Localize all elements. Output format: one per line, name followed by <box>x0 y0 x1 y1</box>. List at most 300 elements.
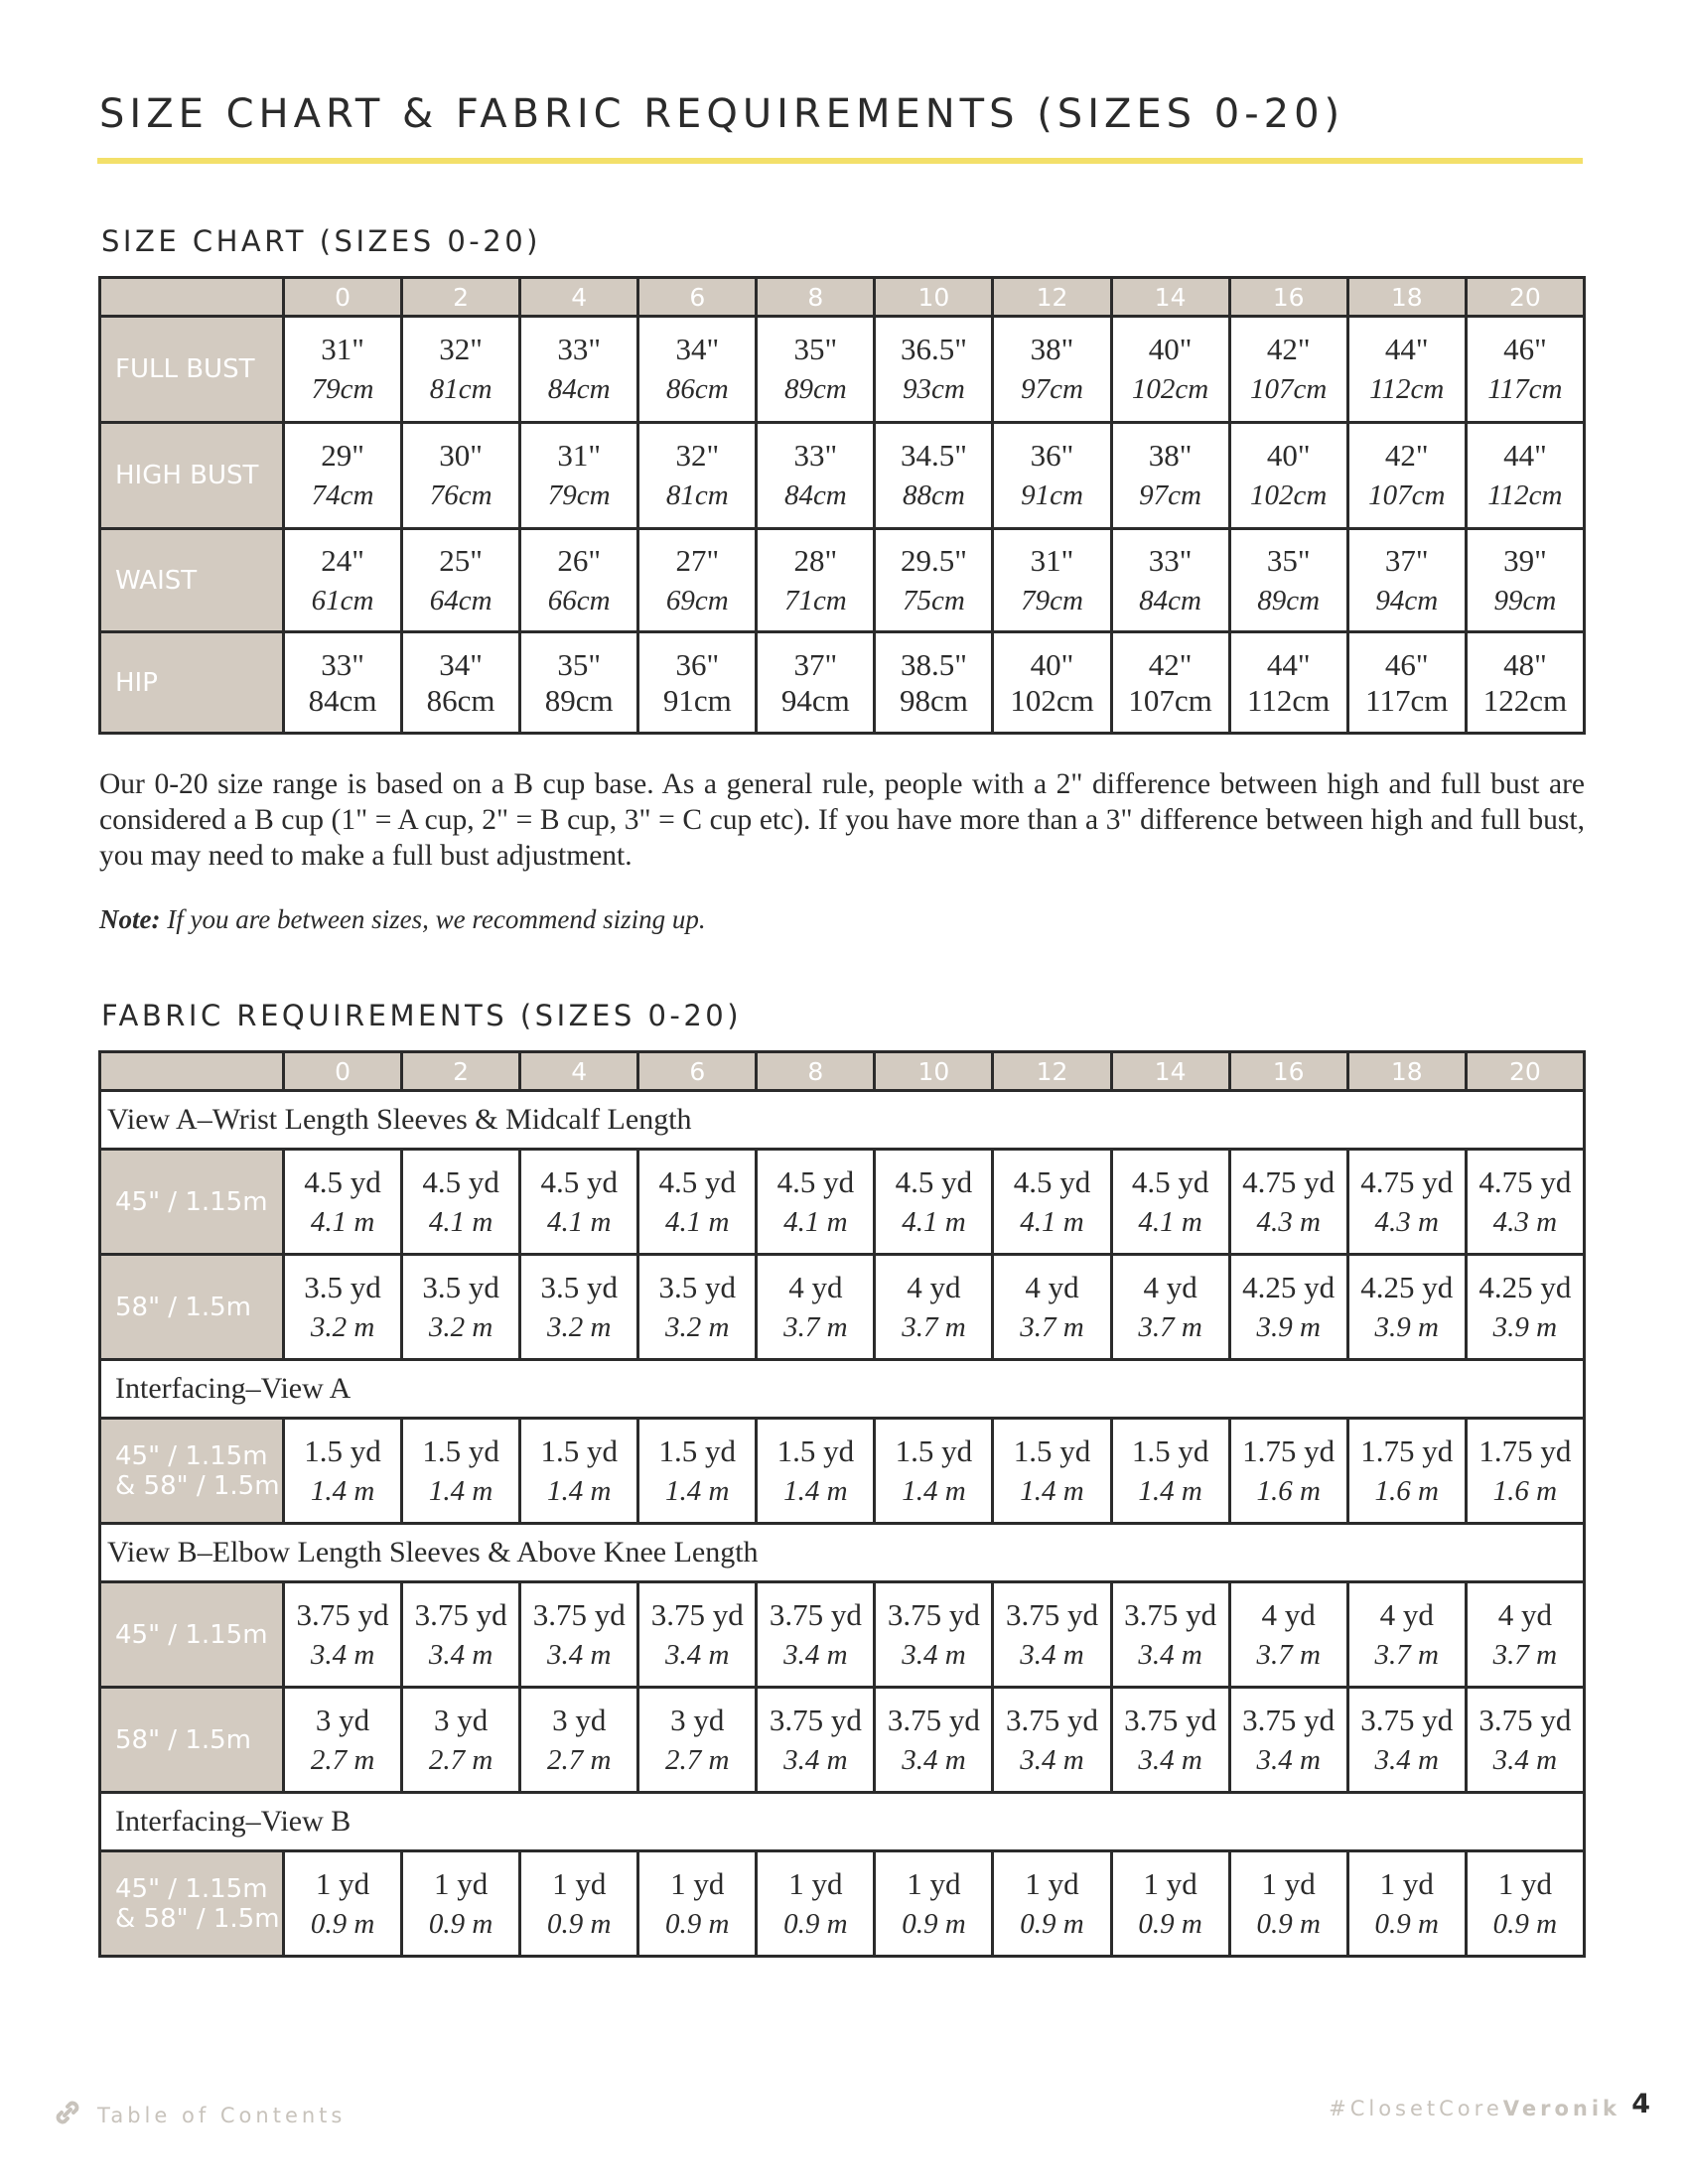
cm-value: 89cm <box>544 682 614 718</box>
yard-value: 4.5 yd <box>304 1163 381 1199</box>
cm-value: 107cm <box>1250 373 1328 405</box>
yard-value: 3.75 yd <box>1124 1596 1217 1632</box>
meter-value: 0.9 m <box>1020 1907 1084 1940</box>
inch-value: 42" <box>1384 438 1429 473</box>
measurement-cell <box>1229 632 1347 734</box>
cm-value: 64cm <box>429 584 492 616</box>
fabric-width-label: 45" / 1.15m <box>100 1582 284 1688</box>
fabric-width-label: 45" / 1.15m & 58" / 1.5m <box>100 1851 284 1957</box>
measurement-cell <box>284 632 402 734</box>
meter-value: 3.7 m <box>1492 1638 1558 1671</box>
fabric-amount-cell <box>402 1851 520 1957</box>
table-of-contents-link[interactable] <box>52 2097 346 2133</box>
measurement-cell <box>1466 317 1584 423</box>
yard-value: 3.75 yd <box>1124 1702 1217 1737</box>
inch-value: 31" <box>321 332 364 366</box>
measurement-cell <box>520 423 638 529</box>
inch-value: 33" <box>557 332 602 366</box>
fabric-amount-cell <box>638 1150 757 1255</box>
fabric-group-title-row <box>100 1360 1585 1419</box>
yard-value: 3.75 yd <box>769 1702 862 1737</box>
yard-value: 1 yd <box>1025 1865 1079 1901</box>
meter-value: 0.9 m <box>665 1907 730 1940</box>
fabric-amount-cell <box>520 1851 638 1957</box>
meter-value: 1.4 m <box>1138 1474 1202 1507</box>
meter-value: 1.4 m <box>665 1474 730 1507</box>
fabric-requirements-table <box>98 1050 1586 1958</box>
meter-value: 0.9 m <box>1256 1907 1321 1940</box>
meter-value: 3.4 m <box>310 1638 375 1671</box>
yard-value: 1 yd <box>907 1865 961 1901</box>
meter-value: 3.2 m <box>546 1310 612 1343</box>
inch-value: 36" <box>675 646 720 682</box>
meter-value: 3.4 m <box>1492 1743 1558 1776</box>
meter-value: 4.1 m <box>428 1205 493 1238</box>
yard-value: 1 yd <box>1497 1865 1553 1901</box>
meter-value: 4.3 m <box>1256 1205 1321 1238</box>
measurement-cell <box>993 423 1111 529</box>
cm-value: 122cm <box>1482 682 1568 718</box>
yard-value: 3 yd <box>315 1702 370 1737</box>
fabric-size-column-header: 20 <box>1466 1052 1584 1091</box>
yard-value: 1 yd <box>1379 1865 1434 1901</box>
cm-value: 112cm <box>1247 682 1331 718</box>
fabric-amount-cell <box>284 1851 402 1957</box>
size-chart-table <box>98 276 1586 735</box>
inch-value: 40" <box>1148 332 1193 366</box>
fabric-row <box>100 1150 1585 1255</box>
yard-value: 4 yd <box>1143 1269 1197 1304</box>
size-chart-row <box>100 423 1585 529</box>
size-column-header: 0 <box>284 278 402 317</box>
meter-value: 3.4 m <box>902 1638 966 1671</box>
inch-value: 40" <box>1266 438 1311 473</box>
measurement-cell <box>1111 423 1229 529</box>
cm-value: 66cm <box>547 584 611 616</box>
yard-value: 3.75 yd <box>1478 1702 1572 1737</box>
yard-value: 3.75 yd <box>887 1596 980 1632</box>
fabric-amount-cell <box>1466 1582 1584 1688</box>
fabric-amount-cell <box>1347 1150 1466 1255</box>
yard-value: 3.75 yd <box>650 1596 744 1632</box>
meter-value: 1.6 m <box>1492 1474 1558 1507</box>
measurement-label: HIGH BUST <box>100 423 284 529</box>
fabric-row <box>100 1688 1585 1793</box>
fabric-size-column-header: 4 <box>520 1052 638 1091</box>
fabric-size-column-header: 10 <box>875 1052 993 1091</box>
measurement-cell <box>1347 529 1466 632</box>
fabric-amount-cell <box>757 1255 875 1360</box>
cm-value: 117cm <box>1365 682 1449 718</box>
measurement-cell <box>1229 529 1347 632</box>
measurement-label: WAIST <box>100 529 284 632</box>
cm-value: 102cm <box>1250 479 1328 511</box>
cm-value: 97cm <box>1139 479 1201 511</box>
inch-value: 38" <box>1148 438 1193 473</box>
measurement-cell <box>993 317 1111 423</box>
inch-value: 40" <box>1030 646 1074 682</box>
fabric-amount-cell <box>993 1150 1111 1255</box>
yard-value: 4.5 yd <box>540 1163 618 1199</box>
fabric-amount-cell <box>1347 1255 1466 1360</box>
yard-value: 4.25 yd <box>1242 1269 1336 1304</box>
measurement-cell <box>1111 317 1229 423</box>
meter-value: 3.4 m <box>546 1638 612 1671</box>
inch-value: 38" <box>1030 332 1074 366</box>
yard-value: 1.5 yd <box>1013 1433 1091 1468</box>
cm-value: 74cm <box>311 479 374 511</box>
fabric-amount-cell <box>284 1150 402 1255</box>
fabric-amount-cell <box>875 1255 993 1360</box>
inch-value: 44" <box>1266 646 1311 682</box>
meter-value: 1.4 m <box>902 1474 966 1507</box>
fabric-amount-cell <box>402 1150 520 1255</box>
fabric-amount-cell <box>875 1688 993 1793</box>
fabric-corner-cell <box>100 1052 284 1091</box>
cm-value: 93cm <box>903 373 965 405</box>
yard-value: 1 yd <box>433 1865 489 1901</box>
cm-value: 81cm <box>665 479 729 511</box>
fabric-amount-cell <box>402 1255 520 1360</box>
fabric-amount-cell <box>1466 1255 1584 1360</box>
fabric-amount-cell <box>638 1419 757 1524</box>
size-column-header: 20 <box>1466 278 1584 317</box>
meter-value: 1.4 m <box>1020 1474 1084 1507</box>
inch-value: 35" <box>557 646 602 682</box>
yard-value: 1.5 yd <box>304 1433 381 1468</box>
fabric-amount-cell <box>1347 1688 1466 1793</box>
inch-value: 42" <box>1266 332 1311 366</box>
yard-value: 1 yd <box>670 1865 725 1901</box>
measurement-cell <box>284 423 402 529</box>
fabric-amount-cell <box>1229 1255 1347 1360</box>
yard-value: 4.25 yd <box>1478 1269 1572 1304</box>
fabric-amount-cell <box>284 1688 402 1793</box>
fabric-row <box>100 1582 1585 1688</box>
inch-value: 37" <box>793 646 838 682</box>
meter-value: 4.3 m <box>1374 1205 1439 1238</box>
fabric-amount-cell <box>1466 1851 1584 1957</box>
fabric-amount-cell <box>875 1419 993 1524</box>
yard-value: 4.75 yd <box>1242 1163 1336 1199</box>
meter-value: 3.7 m <box>1138 1310 1202 1343</box>
meter-value: 1.4 m <box>310 1474 375 1507</box>
fabric-group-title: Interfacing–View B <box>100 1793 1585 1851</box>
yard-value: 3.5 yd <box>540 1269 618 1304</box>
meter-value: 3.4 m <box>1020 1638 1084 1671</box>
inch-value: 34" <box>439 646 483 682</box>
meter-value: 3.7 m <box>902 1310 966 1343</box>
page-title: SIZE CHART & FABRIC REQUIREMENTS (SIZES 0-20) <box>99 91 1345 137</box>
inch-value: 33" <box>1148 542 1193 578</box>
cm-value: 107cm <box>1368 479 1446 511</box>
measurement-cell <box>1229 317 1347 423</box>
yard-value: 4.75 yd <box>1478 1163 1572 1199</box>
cm-value: 94cm <box>1375 584 1439 616</box>
hashtag-prefix: #ClosetCore <box>1329 2097 1503 2120</box>
meter-value: 3.4 m <box>783 1638 848 1671</box>
fabric-amount-cell <box>1111 1688 1229 1793</box>
cm-value: 89cm <box>783 373 847 405</box>
fabric-row <box>100 1419 1585 1524</box>
size-column-header: 14 <box>1111 278 1229 317</box>
yard-value: 1 yd <box>315 1865 370 1901</box>
inch-value: 29.5" <box>900 542 967 578</box>
yard-value: 4 yd <box>1025 1269 1079 1304</box>
size-column-header: 6 <box>638 278 757 317</box>
measurement-cell <box>638 529 757 632</box>
cm-value: 84cm <box>1139 584 1201 616</box>
inch-value: 26" <box>557 542 602 578</box>
meter-value: 2.7 m <box>665 1743 730 1776</box>
meter-value: 3.9 m <box>1256 1310 1321 1343</box>
meter-value: 3.2 m <box>428 1310 493 1343</box>
measurement-cell <box>284 529 402 632</box>
cm-value: 84cm <box>547 373 611 405</box>
inch-value: 44" <box>1384 332 1429 366</box>
fabric-amount-cell <box>757 1419 875 1524</box>
measurement-cell <box>402 423 520 529</box>
inch-value: 24" <box>321 542 364 578</box>
fabric-width-label: 58" / 1.5m <box>100 1688 284 1793</box>
cm-value: 86cm <box>665 373 729 405</box>
yard-value: 1.5 yd <box>1131 1433 1209 1468</box>
fabric-size-column-header: 0 <box>284 1052 402 1091</box>
measurement-cell <box>757 632 875 734</box>
cm-value: 112cm <box>1487 479 1563 511</box>
yard-value: 3 yd <box>670 1702 725 1737</box>
size-chart-title: SIZE CHART (SIZES 0-20) <box>101 224 541 258</box>
measurement-cell <box>1466 529 1584 632</box>
fabric-group-title: View B–Elbow Length Sleeves & Above Knee Length <box>100 1524 1585 1582</box>
meter-value: 1.4 m <box>783 1474 848 1507</box>
fabric-amount-cell <box>757 1851 875 1957</box>
cm-value: 117cm <box>1487 373 1563 405</box>
yard-value: 4.5 yd <box>1013 1163 1091 1199</box>
meter-value: 3.2 m <box>310 1310 375 1343</box>
fabric-amount-cell <box>993 1582 1111 1688</box>
fabric-amount-cell <box>1229 1582 1347 1688</box>
fabric-amount-cell <box>520 1255 638 1360</box>
fabric-group-title: Interfacing–View A <box>100 1360 1585 1419</box>
fabric-amount-cell <box>875 1150 993 1255</box>
yard-value: 4.5 yd <box>422 1163 499 1199</box>
size-column-header: 16 <box>1229 278 1347 317</box>
fabric-group-title-row <box>100 1091 1585 1150</box>
yard-value: 4 yd <box>1497 1596 1553 1632</box>
fabric-amount-cell <box>284 1419 402 1524</box>
measurement-label: HIP <box>100 632 284 734</box>
measurement-cell <box>1229 423 1347 529</box>
yard-value: 1.5 yd <box>422 1433 499 1468</box>
inch-value: 48" <box>1503 646 1547 682</box>
fabric-amount-cell <box>402 1688 520 1793</box>
fabric-size-column-header: 6 <box>638 1052 757 1091</box>
inch-value: 35" <box>793 332 838 366</box>
yard-value: 1.5 yd <box>776 1433 855 1468</box>
cm-value: 84cm <box>308 682 377 718</box>
inch-value: 35" <box>1266 542 1311 578</box>
fabric-group-title-row <box>100 1793 1585 1851</box>
fabric-amount-cell <box>520 1419 638 1524</box>
yard-value: 3.75 yd <box>1360 1702 1454 1737</box>
measurement-cell <box>638 423 757 529</box>
measurement-cell <box>757 317 875 423</box>
fabric-size-column-header: 2 <box>402 1052 520 1091</box>
title-rule <box>97 158 1583 164</box>
inch-value: 46" <box>1384 646 1429 682</box>
measurement-cell <box>875 529 993 632</box>
measurement-cell <box>638 632 757 734</box>
fabric-amount-cell <box>520 1688 638 1793</box>
meter-value: 1.4 m <box>428 1474 493 1507</box>
sizing-paragraph: Our 0-20 size range is based on a B cup base. As a general rule, people with a 2" difference between high and full bust are considered a B cup (1" = A cup, 2" = B cup, 3" = C cup etc). If you have more than a 3" difference between high and full bust, you may need to make a full bust adjustment. <box>99 768 1585 872</box>
meter-value: 0.9 m <box>1374 1907 1439 1940</box>
fabric-amount-cell <box>1347 1419 1466 1524</box>
fabric-amount-cell <box>875 1851 993 1957</box>
measurement-cell <box>757 529 875 632</box>
yard-value: 3.75 yd <box>1006 1596 1098 1632</box>
fabric-amount-cell <box>1466 1150 1584 1255</box>
yard-value: 4 yd <box>788 1269 843 1304</box>
cm-value: 86cm <box>426 682 495 718</box>
fabric-amount-cell <box>1347 1851 1466 1957</box>
yard-value: 3.5 yd <box>422 1269 499 1304</box>
page-number: 4 <box>1631 2089 1650 2119</box>
meter-value: 2.7 m <box>428 1743 493 1776</box>
meter-value: 1.4 m <box>546 1474 612 1507</box>
cm-value: 94cm <box>780 682 850 718</box>
inch-value: 44" <box>1503 438 1547 473</box>
inch-value: 25" <box>439 542 483 578</box>
yard-value: 4 yd <box>1261 1596 1316 1632</box>
fabric-amount-cell <box>757 1688 875 1793</box>
inch-value: 42" <box>1148 646 1193 682</box>
fabric-header-row <box>100 1052 1585 1091</box>
fabric-amount-cell <box>1111 1255 1229 1360</box>
meter-value: 4.1 m <box>1020 1205 1084 1238</box>
fabric-requirements-title: FABRIC REQUIREMENTS (SIZES 0-20) <box>101 999 743 1032</box>
fabric-size-column-header: 8 <box>757 1052 875 1091</box>
measurement-cell <box>520 529 638 632</box>
meter-value: 0.9 m <box>902 1907 966 1940</box>
fabric-amount-cell <box>1229 1851 1347 1957</box>
fabric-amount-cell <box>638 1255 757 1360</box>
fabric-width-label: 58" / 1.5m <box>100 1255 284 1360</box>
meter-value: 0.9 m <box>428 1907 493 1940</box>
meter-value: 4.1 m <box>310 1205 375 1238</box>
inch-value: 31" <box>1030 542 1074 578</box>
meter-value: 0.9 m <box>1492 1907 1558 1940</box>
size-column-header: 8 <box>757 278 875 317</box>
yard-value: 1.5 yd <box>895 1433 973 1468</box>
inch-value: 34" <box>675 332 720 366</box>
cm-value: 99cm <box>1493 584 1557 616</box>
cm-value: 112cm <box>1369 373 1445 405</box>
yard-value: 4.5 yd <box>895 1163 973 1199</box>
yard-value: 4.5 yd <box>776 1163 855 1199</box>
fabric-amount-cell <box>402 1419 520 1524</box>
inch-value: 31" <box>557 438 602 473</box>
yard-value: 3.75 yd <box>532 1596 626 1632</box>
cm-value: 61cm <box>311 584 374 616</box>
hashtag-bold: Veronik <box>1502 2097 1620 2120</box>
meter-value: 3.7 m <box>1020 1310 1084 1343</box>
yard-value: 1.5 yd <box>658 1433 737 1468</box>
footer-hashtag <box>1329 2097 1620 2120</box>
yard-value: 3.75 yd <box>769 1596 862 1632</box>
cm-value: 89cm <box>1257 584 1321 616</box>
meter-value: 1.6 m <box>1256 1474 1321 1507</box>
fabric-amount-cell <box>284 1255 402 1360</box>
meter-value: 0.9 m <box>1138 1907 1202 1940</box>
yard-value: 4 yd <box>907 1269 961 1304</box>
measurement-cell <box>875 632 993 734</box>
table-of-contents-label: Table of Contents <box>97 2103 347 2127</box>
meter-value: 3.4 m <box>902 1743 966 1776</box>
cm-value: 98cm <box>899 682 968 718</box>
cm-value: 81cm <box>429 373 492 405</box>
meter-value: 3.7 m <box>1256 1638 1321 1671</box>
meter-value: 4.3 m <box>1492 1205 1558 1238</box>
measurement-cell <box>1347 632 1466 734</box>
cm-value: 76cm <box>429 479 492 511</box>
fabric-amount-cell <box>638 1851 757 1957</box>
yard-value: 4.5 yd <box>1131 1163 1209 1199</box>
fabric-amount-cell <box>1347 1582 1466 1688</box>
yard-value: 3.75 yd <box>414 1596 507 1632</box>
inch-value: 36.5" <box>900 332 967 366</box>
inch-value: 33" <box>793 438 838 473</box>
fabric-amount-cell <box>1111 1150 1229 1255</box>
yard-value: 1 yd <box>1143 1865 1197 1901</box>
fabric-amount-cell <box>1111 1851 1229 1957</box>
cm-value: 102cm <box>1131 373 1209 405</box>
cm-value: 84cm <box>783 479 847 511</box>
size-chart-row <box>100 317 1585 423</box>
cm-value: 69cm <box>665 584 729 616</box>
measurement-cell <box>757 423 875 529</box>
size-column-header: 2 <box>402 278 520 317</box>
yard-value: 1 yd <box>1261 1865 1316 1901</box>
yard-value: 1 yd <box>552 1865 607 1901</box>
yard-value: 1.75 yd <box>1242 1433 1336 1468</box>
fabric-row <box>100 1851 1585 1957</box>
fabric-amount-cell <box>638 1582 757 1688</box>
cm-value: 79cm <box>547 479 611 511</box>
fabric-width-label: 45" / 1.15m & 58" / 1.5m <box>100 1419 284 1524</box>
meter-value: 4.1 m <box>546 1205 612 1238</box>
meter-value: 4.1 m <box>902 1205 966 1238</box>
fabric-group-title-row <box>100 1524 1585 1582</box>
fabric-amount-cell <box>1229 1150 1347 1255</box>
cm-value: 79cm <box>311 373 374 405</box>
measurement-cell <box>1347 423 1466 529</box>
meter-value: 3.7 m <box>783 1310 848 1343</box>
inch-value: 46" <box>1503 332 1547 366</box>
note-text: If you are between sizes, we recommend sizing up. <box>167 904 706 934</box>
yard-value: 4.25 yd <box>1360 1269 1454 1304</box>
yard-value: 3.75 yd <box>296 1596 389 1632</box>
meter-value: 3.4 m <box>1256 1743 1321 1776</box>
inch-value: 28" <box>793 542 838 578</box>
meter-value: 3.4 m <box>1374 1743 1439 1776</box>
meter-value: 4.1 m <box>1138 1205 1202 1238</box>
meter-value: 3.7 m <box>1374 1638 1439 1671</box>
fabric-amount-cell <box>520 1582 638 1688</box>
fabric-amount-cell <box>993 1419 1111 1524</box>
fabric-amount-cell <box>993 1255 1111 1360</box>
